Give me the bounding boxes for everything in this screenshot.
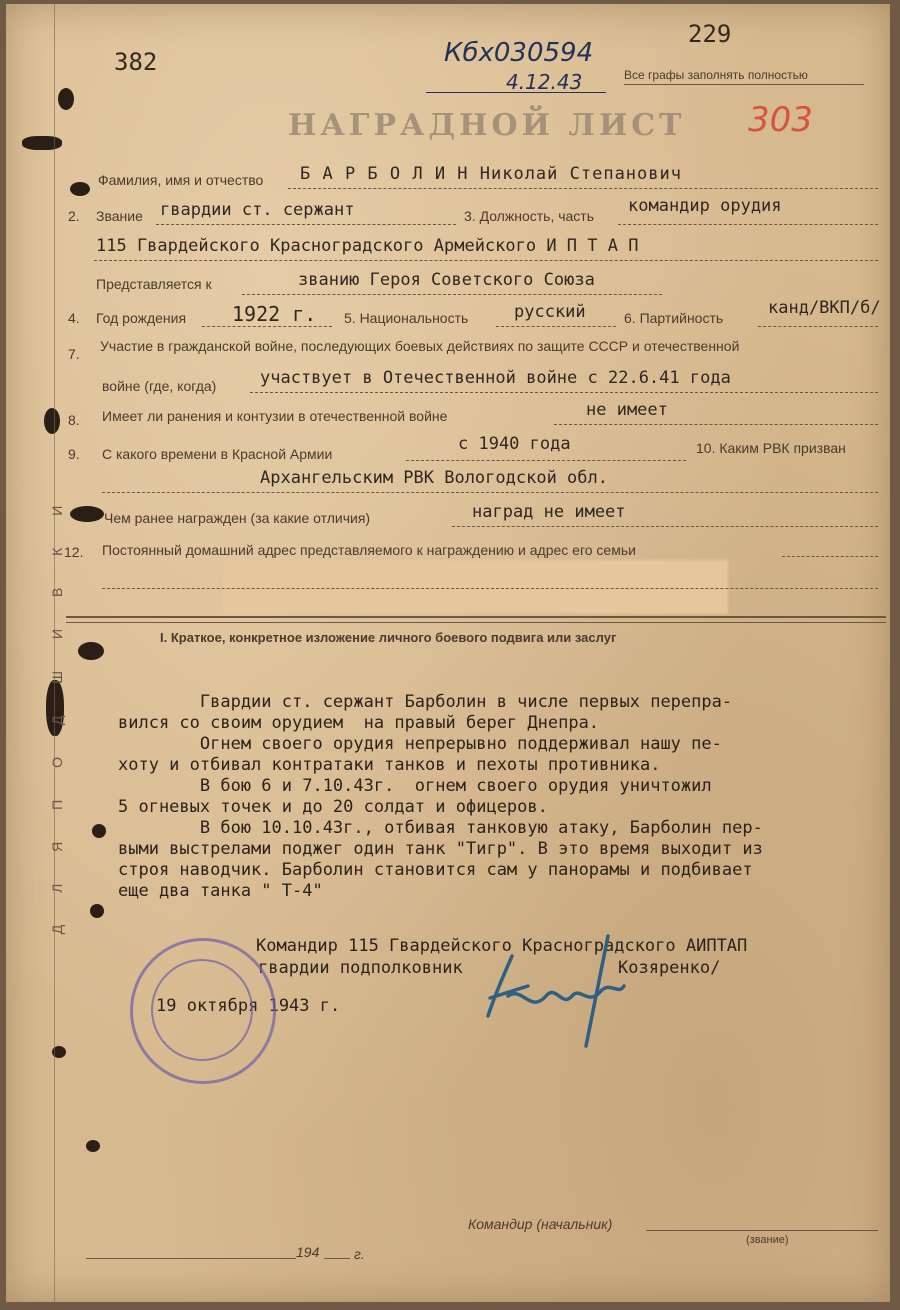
code-underline [426, 92, 606, 93]
field-3-label: 3. Должность, часть [464, 208, 595, 224]
section-divider [66, 616, 886, 618]
field-2-number: 2. [68, 208, 80, 224]
field-1-value: Б А Р Б О Л И Н Николай Степанович [300, 164, 682, 184]
present-line [242, 294, 662, 295]
footer-year-suffix: г. [354, 1246, 365, 1262]
sidebar-text: Д Л Я П О Д Ш И В К И [49, 491, 65, 935]
instruction-text: Все графы заполнять полностью [624, 68, 808, 82]
field-8-label: Имеет ли ранения и контузии в отечественной войне [102, 408, 448, 424]
field-10-line [102, 492, 878, 493]
field-5-line [496, 326, 616, 327]
feat-line: В бою 10.10.43г., отбивая танковую атаку, Барболин пер- [118, 818, 763, 838]
official-stamp [130, 938, 276, 1084]
field-6-value: канд/ВКП/б/ [768, 298, 881, 318]
punch-hole [78, 642, 104, 660]
feat-description [118, 692, 878, 902]
rank-label: (звание) [746, 1234, 789, 1246]
feat-line: В бою 6 и 7.10.43г. огнем своего орудия уничтожил [118, 776, 712, 796]
field-6-label: 6. Партийность [624, 310, 724, 326]
field-10-label: 10. Каким РВК призван [696, 440, 846, 456]
punch-hole [70, 182, 90, 196]
footer-year: 194 [296, 1244, 320, 1260]
field-3-line2 [94, 260, 878, 261]
field-5-value: русский [514, 302, 586, 322]
punch-hole [92, 824, 106, 838]
feat-line: Гвардии ст. сержант Барболин в числе первых перепра- [118, 692, 733, 712]
field-12-number: 12. [64, 544, 84, 560]
field-4-label: Год рождения [96, 310, 187, 326]
award-sheet [6, 4, 890, 1302]
field-1-label: Фамилия, имя и отчество [98, 172, 264, 188]
field-3-line [618, 224, 878, 225]
section-heading: I. Краткое, конкретное изложение личного боевого подвига или заслуг [160, 630, 617, 645]
field-8-line [554, 424, 878, 425]
feat-line: еще два танка " Т-4" [118, 881, 323, 901]
present-label: Представляется к [96, 276, 212, 292]
field-8-value: не имеет [586, 400, 668, 420]
signature-line-2-left: гвардии подполковник [258, 958, 463, 978]
footer-date-line [86, 1258, 296, 1259]
present-value: званию Героя Советского Союза [298, 270, 595, 290]
field-7-number: 7. [68, 346, 80, 362]
handwritten-date: 4.12.43 [506, 70, 583, 94]
punch-hole [90, 904, 104, 918]
field-7-line [250, 392, 878, 393]
archive-number-right: 229 [688, 20, 732, 48]
field-2-line [156, 224, 456, 225]
field-7-label-2: войне (где, когда) [102, 378, 217, 394]
field-9-line [406, 460, 686, 461]
section-divider-2 [66, 622, 886, 623]
field-12-line-2 [102, 588, 878, 589]
field-5-label: 5. Национальность [344, 310, 469, 326]
field-1-line [288, 188, 878, 189]
redacted-address [222, 560, 728, 614]
field-3-value: командир орудия [628, 196, 782, 216]
signature-date: 19 октября 1943 г. [156, 996, 341, 1016]
field-3-value-line2: 115 Гвардейского Красноградского Армейского И П Т А П [96, 236, 639, 256]
archive-number-left: 382 [114, 48, 158, 76]
punch-hole [58, 88, 74, 110]
handwritten-code: Кбх030594 [444, 38, 594, 68]
feat-line: 5 огневых точек и до 20 солдат и офицеров. [118, 797, 548, 817]
field-9-label: С какого времени в Красной Армии [102, 446, 333, 462]
punch-hole [70, 506, 104, 522]
field-9-value: с 1940 года [458, 434, 571, 454]
field-12-label: Постоянный домашний адрес представляемого к награждению и адрес его семьи [102, 542, 636, 558]
field-10-value: Архангельским РВК Вологодской обл. [260, 468, 608, 488]
field-4-number: 4. [68, 310, 80, 326]
footer-year-line [324, 1258, 350, 1259]
feat-line: вился со своим орудием на правый берег Днепра. [118, 713, 600, 733]
field-12-line [782, 556, 878, 557]
punch-hole [22, 136, 62, 150]
field-11-label: Чем ранее награжден (за какие отличия) [104, 510, 371, 526]
field-8-number: 8. [68, 412, 80, 428]
field-11-line [452, 526, 878, 527]
feat-line: выми выстрелами поджег один танк "Тигр". В это время выходит из [118, 839, 763, 859]
feat-line: хоту и отбивал контратаки танков и пехоты противника. [118, 755, 661, 775]
red-number: 303 [748, 100, 813, 140]
commander-line [646, 1230, 878, 1231]
field-7-value: участвует в Отечественной войне с 22.6.41 года [260, 368, 731, 388]
commander-label: Командир (начальник) [468, 1216, 613, 1232]
punch-hole [86, 1140, 100, 1152]
page-title: НАГРАДНОЙ ЛИСТ [288, 108, 686, 143]
field-2-value: гвардии ст. сержант [160, 200, 355, 220]
feat-line: строя наводчик. Барболин становится сам у панорамы и подбивает [118, 860, 753, 880]
field-11-value: наград не имеет [472, 502, 626, 522]
punch-hole [44, 408, 60, 434]
field-4-line [202, 326, 332, 327]
field-9-number: 9. [68, 446, 80, 462]
field-7-label: Участие в гражданской войне, последующих боевых действиях по защите СССР и отечественной [100, 338, 740, 354]
feat-line: Огнем своего орудия непрерывно поддерживал нашу пе- [118, 734, 722, 754]
field-6-line [758, 326, 878, 327]
field-2-label: Звание [96, 208, 143, 224]
signature-line-2-right: Козяренко/ [618, 958, 721, 978]
instruction-underline [624, 84, 864, 85]
handwritten-signature [468, 926, 658, 1066]
field-4-value: 1922 г. [232, 302, 317, 326]
signature-line-1: Командир 115 Гвардейского Красноградского АИПТАП [256, 936, 748, 956]
